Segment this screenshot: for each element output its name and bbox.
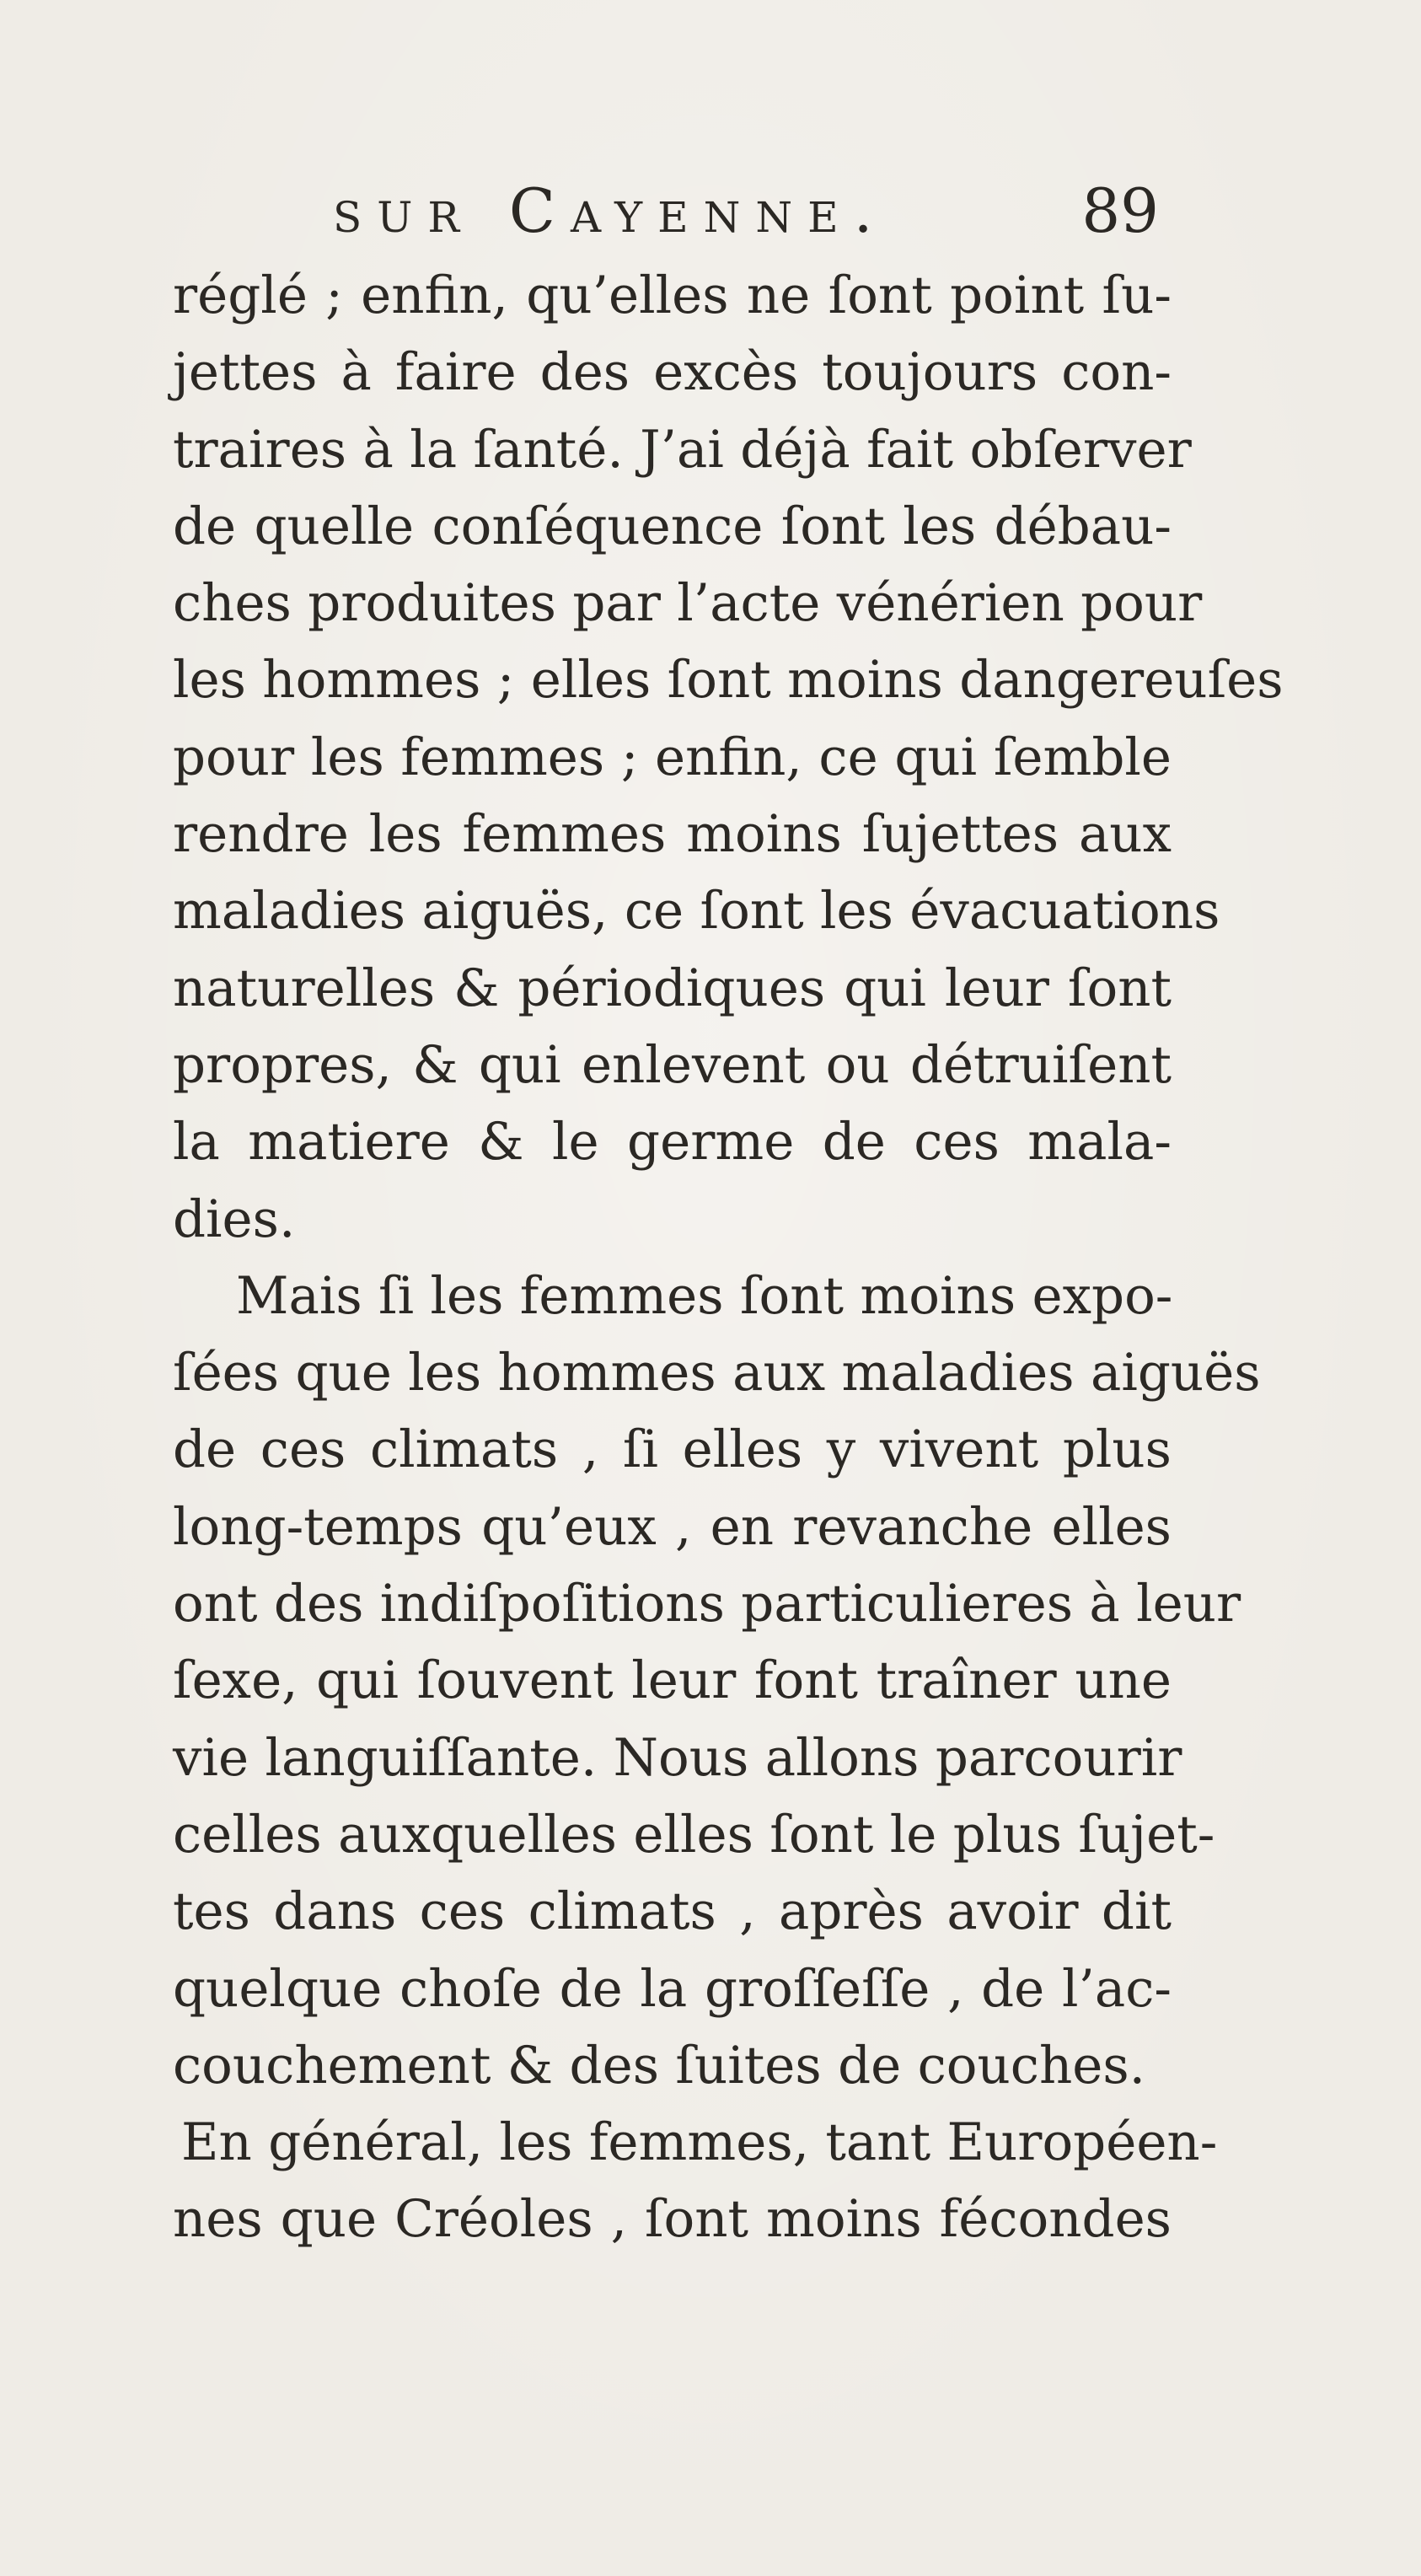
text-line: long-temps qu’eux , en revanche elles (173, 1496, 1172, 1557)
paragraph-start-line: Mais ſi les femmes ſont moins expo- (236, 1265, 1173, 1326)
text-line: réglé ; enfin, qu’elles ne ſont point ſu- (173, 266, 1172, 325)
page-number: 89 (1081, 175, 1159, 246)
body-text (173, 257, 1284, 2258)
text-line: naturelles & périodiques qui leur ſont (173, 958, 1172, 1018)
text-line: ont des indiſpoſitions particulieres à leur (173, 1574, 1241, 1634)
text-line: de ces climats , ſi elles y vivent plus (173, 1419, 1172, 1480)
text-line: couchement & des ſuites de couches. (173, 2035, 1146, 2096)
text-line: celles auxquelles elles ſont le plus ſujet- (173, 1804, 1215, 1865)
text-line: ſexe, qui ſouvent leur font traîner une (173, 1650, 1172, 1711)
text-line: vie languiſſante. Nous allons parcourir (173, 1727, 1182, 1788)
text-line: rendre les femmes moins ſujettes aux (173, 804, 1172, 865)
page-header (333, 173, 1159, 249)
text-line: de quelle conſéquence ſont les débau- (173, 496, 1172, 556)
text-line: ches produites par l’acte vénérien pour (173, 573, 1203, 634)
text-line: nes que Créoles , ſont moins fécondes (173, 2189, 1172, 2250)
text-line: dies. (173, 1189, 296, 1249)
paragraph-start-line: En général, les femmes, tant Européen- (181, 2112, 1218, 2173)
text-line: propres, & qui enlevent ou détruiſent (173, 1034, 1172, 1095)
text-line: maladies aiguës, ce ſont les évacuations (173, 881, 1220, 942)
text-line: traires à la ſanté. J’ai déjà fait obſerver (173, 419, 1192, 480)
text-line: tes dans ces climats , après avoir dit (173, 1881, 1172, 1942)
text-line: la matiere & le germe de ces mala- (173, 1112, 1172, 1173)
running-title: sur Cayenne. (333, 175, 888, 246)
text-line: les hommes ; elles ſont moins dangereuſes (173, 650, 1284, 711)
text-line: quelque choſe de la groſſeſſe , de l’ac- (173, 1958, 1172, 2019)
text-line: jettes à faire des excès toujours con- (173, 342, 1172, 403)
text-line: ſées que les hommes aux maladies aiguës (173, 1343, 1261, 1403)
text-line: pour les femmes ; enfin, ce qui ſemble (173, 727, 1172, 787)
